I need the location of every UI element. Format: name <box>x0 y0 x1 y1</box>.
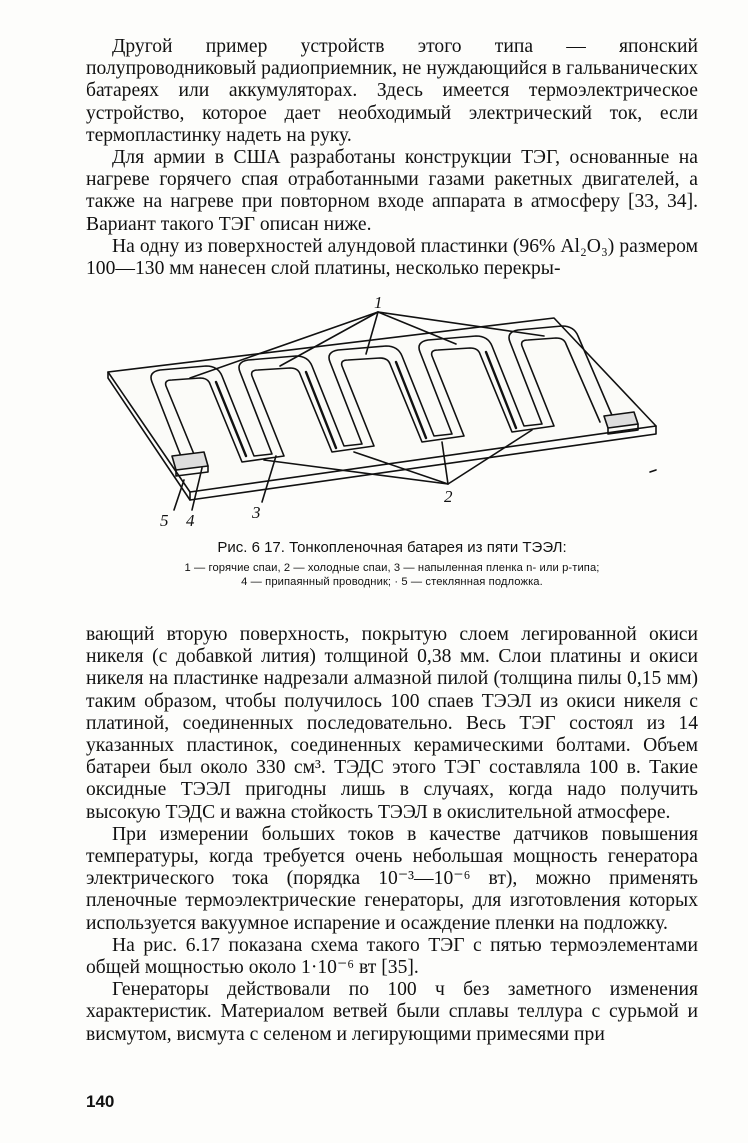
paragraph: Другой пример устройств этого типа — японский полупроводниковый радиоприемник, не нуждающийся в гальванических батареях или аккумуляторах. Здесь имеется термоэлектрическое устройство, которое дает необходимый электрический ток, если термопластинку надеть на руку. <box>86 36 698 146</box>
figure-caption-title: Рис. 6 17. Тонкопленочная батарея из пяти ТЭЭЛ: <box>217 539 567 556</box>
paragraph: На одну из поверхностей алундовой пластинки (96% Al₂O₃) размером 100—130 мм нанесен слой платины, несколько перекры- <box>86 235 698 280</box>
label-4: 4 <box>186 511 195 530</box>
paragraph: Для армии в США разработаны конструкции ТЭГ, основанные на нагреве горячего спая отработанными газами ракетных двигателей, а также на нагреве при повторном входе аппарата в атмосферу [33, 34]. Вариант такого ТЭГ описан ниже. <box>86 147 698 235</box>
label-1: 1 <box>374 296 383 312</box>
label-5: 5 <box>160 511 169 530</box>
label-3: 3 <box>252 503 261 522</box>
caption-legend-line: 1 — горячие спаи, 2 — холодные спаи, 3 — напыленная пленка n- или p-типа; <box>184 562 600 574</box>
paragraph: При измерении больших токов в качестве датчиков повышения температуры, когда требуется очень небольшая мощность генератора электрического тока (порядка 10⁻³—10⁻⁶ вт), можно применять пленочные термоэлектрические генераторы, для изготовления которых используется вакуумное испарение и осаждение пленки на подложку. <box>86 823 698 934</box>
figure-thin-film-battery <box>86 296 698 536</box>
label-2: 2 <box>444 487 453 506</box>
solder-conductor-left <box>172 452 208 470</box>
caption-legend-line: 4 — припаянный проводник; · 5 — стеклянная подложка. <box>241 575 543 588</box>
text-block-top <box>86 36 698 280</box>
paragraph: На рис. 6.17 показана схема такого ТЭГ с пятью термоэлементами общей мощностью около 1·10⁻⁶ вт [35]. <box>86 934 698 979</box>
paragraph: вающий вторую поверхность, покрытую слоем легированной окиси никеля (с добавкой лития) толщиной 0,38 мм. Слои платины и окиси никеля на пластинке надрезали алмазной пилой (толщина пилы 0,15 мм) таким образом, чтобы получилось 100 спаев ТЭЭЛ из окиси никеля с платиной, соединенных последовательно. Весь ТЭГ состоял из 14 указанных пластинок, соединенных керамическими болтами. Объем батареи был около 330 см³. ТЭДС этого ТЭГ составляла 100 в. Такие оксидные ТЭЭЛ пригодны лишь в случаях, когда надо получить высокую ТЭДС и важна стойкость ТЭЭЛ в окислительной атмосфере. <box>86 624 698 823</box>
text-block-bottom <box>86 624 698 1046</box>
paragraph: Генераторы действовали по 100 ч без заметного изменения характеристик. Материалом ветвей были сплавы теллура с сурьмой и висмутом, висмута с селеном и легирующими примесями при <box>86 979 698 1045</box>
figure-caption-legend <box>86 562 698 589</box>
page-number: 140 <box>86 1092 115 1111</box>
battery-diagram <box>86 296 698 536</box>
